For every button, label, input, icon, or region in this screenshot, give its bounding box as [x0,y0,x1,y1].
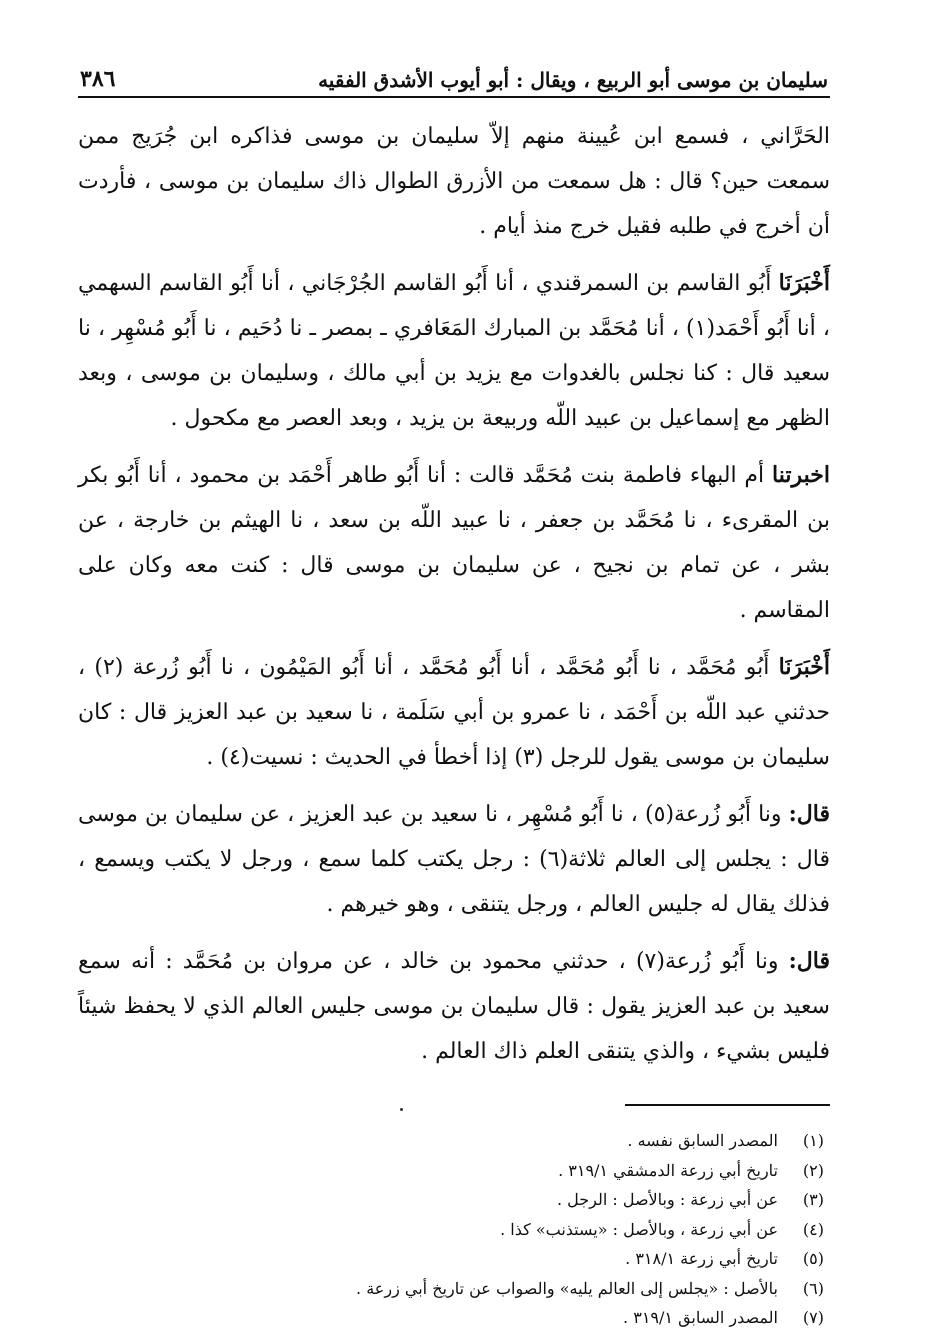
footnote-divider [625,1104,830,1106]
paragraph-text: ونا أَبُو زُرعة(٥) ، نا أَبُو مُسْهِر ، نا سعيد بن عبد العزيز ، عن سليمان بن موسى قال : يجلس إلى العالم ثلاثة(٦) : رجل يكتب كلما سمع ، ورجل لا يكتب ويسمع ، فذلك يقال له جليس العالم ، ورجل يتنقى ، وهو خيرهم . [78,802,830,917]
paragraph-text: الحَرَّاني ، فسمع ابن عُيينة منهم إلاّ سليمان بن موسى فذاكره ابن جُرَيج ممن سمعت حين؟ قال : هل سمعت من الأزرق الطوال ذاك سليمان بن موسى ، فأردت أن أخرج في طلبه فقيل خرج منذ أيام . [78,124,830,239]
paragraph-text: أَبُو القاسم بن السمرقندي ، أنا أَبُو القاسم الجُرْجَاني ، أنا أَبُو القاسم السهمي ، أنا أَبُو أَحْمَد(١) ، أنا مُحَمَّد بن المبارك المَعَافري ـ بمصر ـ نا دُحَيم ، نا أَبُو مُسْهِر ، نا سعيد قال : كنا نجلس بالغدوات مع يزيد بن أبي مالك ، وسليمان بن موسى ، وبعد الظهر مع إسماعيل بن عبيد اللّه وربيعة بن يزيد ، وبعد العصر مع مكحول . [78,271,830,431]
scan-speck [400,1108,403,1111]
paragraph [78,792,830,927]
footnote [78,1126,824,1156]
footnote-number: (٤) [802,1219,824,1239]
paragraph [78,453,830,633]
paragraph-lead: أَخْبَرَنَا [778,270,830,296]
footnote-number: (١) [802,1131,824,1150]
paragraph-lead: قال: [788,801,830,827]
paragraph [78,114,830,249]
footnote [78,1185,824,1215]
footnote-number: (٣) [802,1190,824,1209]
page-number: ٣٨٦ [80,66,116,92]
running-title: سليمان بن موسى أبو الربيع ، ويقال : أبو أيوب الأشدق الفقيه [318,68,828,92]
paragraph [78,939,830,1074]
body-text [78,114,830,1074]
paragraph-lead: قال: [788,948,830,974]
footnote-number: (٢) [802,1160,824,1180]
footnote-number: (٧) [802,1308,824,1327]
footnotes-list [78,1126,830,1333]
footnote [78,1303,824,1333]
footnote [78,1274,824,1304]
paragraph-text: أَبُو مُحَمَّد ، نا أَبُو مُحَمَّد ، أنا أَبُو مُحَمَّد ، أنا أَبُو المَيْمُون ، نا أَبُو زُرعة (٢) ، حدثني عبد اللّه بن أَحْمَد ، نا عمرو بن أبي سَلَمة ، نا سعيد بن عبد العزيز قال : كان سليمان بن موسى يقول للرجل (٣) إذا أخطأ في الحديث : نسيت(٤) . [78,655,830,770]
footnote-text: المصدر السابق نفسه . [627,1131,778,1150]
footnote-text: تاريخ أبي زرعة الدمشقي ٣١٩/١ . [558,1160,778,1180]
footnote-number: (٥) [802,1249,824,1268]
footnote-number: (٦) [802,1278,824,1298]
footnote [78,1215,824,1245]
footnote [78,1156,824,1186]
paragraph [78,645,830,780]
footnote-text: المصدر السابق ٣١٩/١ . [623,1308,778,1327]
paragraph-lead: أَخْبَرَنَا [778,654,830,680]
footnote-text: عن أبي زرعة ، وبالأصل : «يستذنب» كذا . [500,1219,778,1239]
paragraph-lead: اخبرتنا [772,462,830,488]
footnote-text: بالأصل : «يجلس إلى العالم يليه» والصواب عن تاريخ أبي زرعة . [356,1278,778,1298]
footnote [78,1244,824,1274]
document-page [78,58,830,1333]
paragraph [78,261,830,441]
footnote-text: عن أبي زرعة : وبالأصل : الرجل . [556,1190,778,1209]
page-header [78,58,830,98]
footnote-text: تاريخ أبي زرعة ٣١٨/١ . [625,1249,778,1268]
paragraph-text: ونا أَبُو زُرعة(٧) ، حدثني محمود بن خالد ، عن مروان بن مُحَمَّد : أنه سمع سعيد بن عبد العزيز يقول : قال سليمان بن موسى جليس العالم الذي لا يحفظ شيئاً فليس بشيء ، والذي يتنقى العلم ذاك العالم . [78,949,830,1064]
paragraph-text: أم البهاء فاطمة بنت مُحَمَّد قالت : أنا أَبُو طاهر أَحْمَد بن محمود ، أنا أَبُو بكر بن المقرىء ، نا مُحَمَّد بن جعفر ، نا عبيد اللّه بن سعد ، نا الهيثم بن خارجة ، عن بشر ، عن تمام بن نجيح ، عن سليمان بن موسى قال : كنت معه وكان على المقاسم . [78,463,830,623]
